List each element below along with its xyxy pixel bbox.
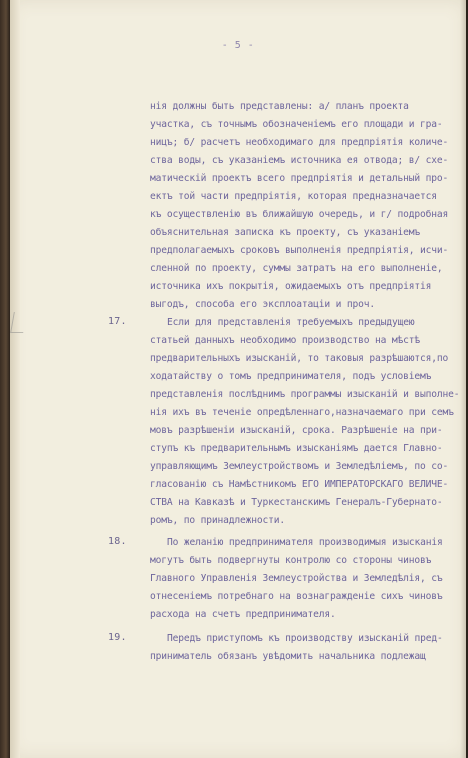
text-line: Передъ приступомъ къ производству изысканій пред- <box>167 633 443 644</box>
text-line: ступъ къ предварительнымъ изысканіямъ дается Главно- <box>150 443 443 454</box>
text-line: ектъ той части предпріятія, которая предназначается <box>150 191 437 202</box>
paragraph-number: 17. <box>108 316 127 327</box>
text-line: расхода на счетъ предпринимателя. <box>150 609 336 620</box>
paragraph-number: 19. <box>108 632 127 643</box>
text-line: Если для представленія требуемыхъ предыдущею <box>167 317 415 328</box>
text-line: статьей данныхъ необходимо производство на мѣстѣ <box>150 335 421 346</box>
text-line: къ осуществленію въ ближайшую очередь, и г/ подробная <box>150 209 449 220</box>
text-line: СТВА на Кавказѣ и Туркестанскимъ Генералъ-Губернато- <box>150 497 443 508</box>
document-page <box>10 0 466 758</box>
text-line: ства воды, съ указаніемъ источника ея отвода; в/ схе- <box>150 155 449 166</box>
text-line: отнесеніемъ потребнаго на вознагражденіе сихъ чиновъ <box>150 591 443 602</box>
text-line: источника ихъ покрытія, ожидаемыхъ отъ предпріятія <box>150 281 432 292</box>
text-line: участка, съ точнымъ обозначеніемъ его площади и гра- <box>150 119 443 130</box>
text-line: могутъ быть подвергнуты контролю со стороны чиновъ <box>150 555 432 566</box>
paragraph-number: 18. <box>108 536 127 547</box>
text-line: представленія послѣднимъ программы изысканій и выполне- <box>150 389 460 400</box>
page-fold <box>10 0 20 758</box>
text-line: ходатайству о томъ предпринимателя, подъ условіемъ <box>150 371 432 382</box>
text-line: Главного Управленія Землеустройства и Земледѣлія, съ <box>150 573 443 584</box>
text-line: управляющимъ Землеустройствомъ и Земледѣліемъ, по со- <box>150 461 449 472</box>
text-line: выгодъ, способа его эксплоатаціи и проч. <box>150 299 376 310</box>
text-line: гласованію съ Намѣстникомъ ЕГО ИМПЕРАТОРСКАГО ВЕЛИЧЕ- <box>150 479 449 490</box>
text-line: матическій проектъ всего предпріятія и детальный про- <box>150 173 449 184</box>
page-number: - 5 - <box>221 40 255 51</box>
text-line: ромъ, по принадлежности. <box>150 515 286 526</box>
text-line: сленной по проекту, суммы затратъ на его выполненіе, <box>150 263 443 274</box>
text-line: нія должны быть представлены: а/ планъ проекта <box>150 101 409 112</box>
text-line: предполагаемыхъ сроковъ выполненія предпріятія, исчи- <box>150 245 449 256</box>
text-line: мовъ разрѣшеніи изысканій, срока. Разрѣшеніе на при- <box>150 425 443 436</box>
text-line: объяснительная записка къ проекту, съ указаніемъ <box>150 227 421 238</box>
text-line: предварительныхъ изысканій, то таковыя разрѣшаются,по <box>150 353 449 364</box>
margin-mark <box>10 312 27 333</box>
text-line: приниматель обязанъ увѣдомить начальника подлежащ <box>150 651 426 662</box>
page-edge-shadow <box>460 0 466 758</box>
text-line: По желанію предпринимателя производимыя изысканія <box>167 537 443 548</box>
text-line: ницъ; б/ расчетъ необходимаго для предпріятія количе- <box>150 137 449 148</box>
text-line: нія ихъ въ теченіе опредѣленнаго,назначаемаго при семъ <box>150 407 454 418</box>
